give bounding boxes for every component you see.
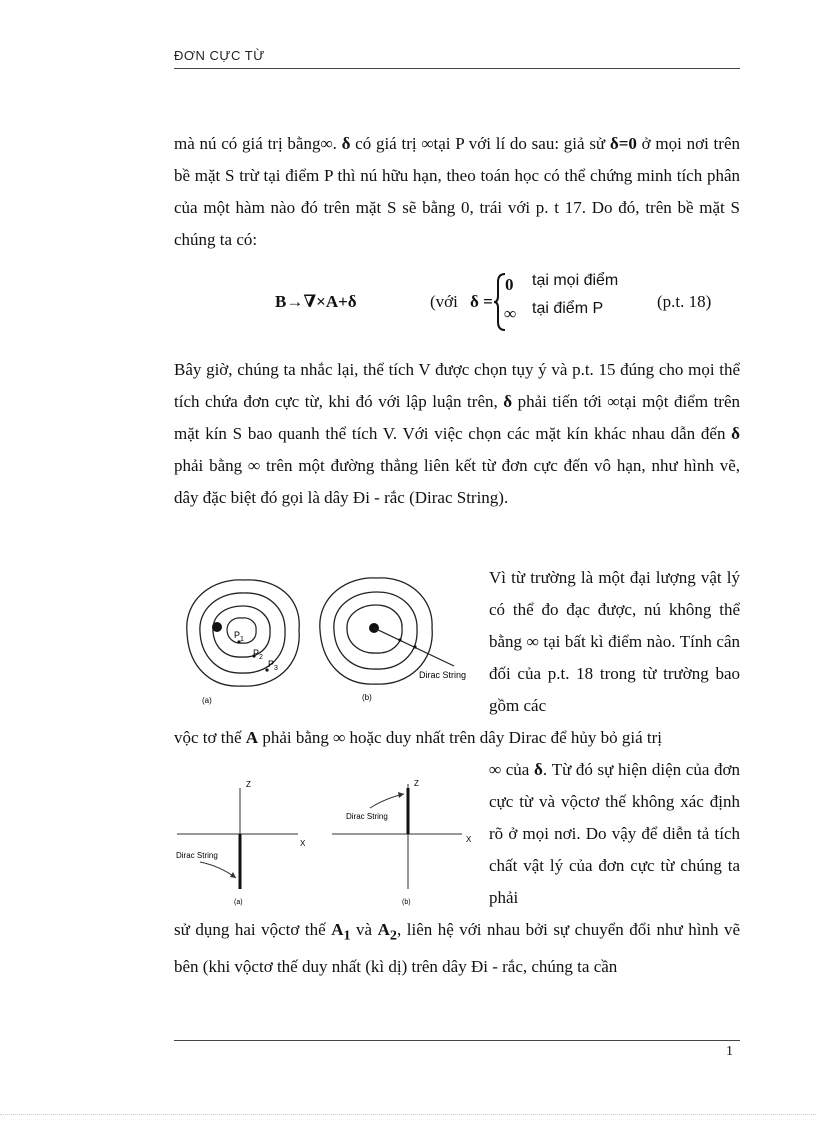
- case1-value: 0: [505, 275, 514, 294]
- axis-z-label: Z: [414, 779, 419, 788]
- text: phải bằng: [258, 728, 334, 747]
- vector-potential-symbol: A: [245, 728, 259, 747]
- side-paragraph-2: [489, 754, 740, 914]
- text: tại bất kì điểm nào. Tính cân đối của p.t. 18 trong từ trường bao gồm các: [489, 632, 741, 715]
- equation-with: (với: [430, 292, 458, 311]
- page-bottom-edge: [0, 1114, 816, 1115]
- text: , liên hệ với nhau bởi sự chuyển đổi như hình vẽ bên (khi vộctơ thế duy nhất (kì dị) trên dây Đi - rắc, chúng ta cần: [174, 920, 741, 977]
- figure-b: [332, 779, 472, 906]
- label-p3: $P_3$: [268, 659, 278, 672]
- text: có giá trị: [350, 134, 422, 153]
- figure-b: [320, 578, 466, 702]
- figure-concentric-surfaces: [172, 570, 490, 710]
- label-dirac-string: Dirac String: [176, 851, 218, 860]
- text: ở mọi nơi trên bề mặt S trừ tại điểm P thì nú hữu hạn, theo toán học có thể chứng minh tích phân của một hàm nào đó trên mặt S sẽ bằng 0, trái với p. t 17. Do đó, trên bề mặt S chúng ta có:: [174, 134, 740, 249]
- text: . Từ đó sự hiện diện của đơn cực từ và vộctơ thế không xác định rõ ở mọi nơi. Do vậy để diễn tả tích chất vật lý của đơn cực từ chúng ta phải: [489, 760, 741, 907]
- caption-b: (b): [402, 899, 411, 906]
- text: .: [332, 134, 342, 153]
- equation-label: (p.t. 18): [657, 292, 712, 311]
- monopole-dot: [212, 622, 222, 632]
- axis-x-label: X: [300, 839, 306, 848]
- delta-symbol: δ: [503, 392, 513, 411]
- infinity-symbol: ∞: [489, 760, 502, 779]
- infinity-symbol: ∞: [333, 728, 346, 747]
- text: vộc tơ thế: [174, 728, 246, 747]
- infinity-symbol: ∞: [320, 134, 333, 153]
- axis-x-label: X: [466, 835, 472, 844]
- subscript: 2: [389, 927, 397, 944]
- text: tại P với lí do sau: giả sử: [433, 134, 610, 153]
- label-dirac-string: Dirac String: [419, 670, 467, 680]
- text: và: [350, 920, 378, 939]
- case2-value: ∞: [504, 304, 517, 323]
- side-paragraph-1: [489, 562, 740, 722]
- infinity-symbol: ∞: [421, 134, 434, 153]
- header-rule: [174, 68, 740, 69]
- page-number: 1: [726, 1044, 733, 1059]
- figure-a: [187, 580, 299, 705]
- label-p2: $P_2$: [253, 648, 263, 661]
- equation-lhs: B→∇×A+δ: [275, 292, 357, 311]
- case1-text: tại mọi điểm: [532, 272, 619, 289]
- text: hoặc duy nhất trên dây Dirac để hủy bỏ giá trị: [345, 728, 663, 747]
- delta-symbol: δ: [533, 760, 543, 779]
- text: của: [501, 760, 534, 779]
- figure-dirac-string-axes: [172, 774, 490, 910]
- paragraph-4: [174, 914, 740, 983]
- paragraph-3: [174, 722, 740, 754]
- delta-symbol: δ: [341, 134, 351, 153]
- axis-z-label: Z: [246, 780, 251, 789]
- figure-a: [176, 780, 306, 906]
- caption-a: (a): [202, 696, 212, 705]
- equation-delta: δ =: [470, 292, 493, 311]
- infinity-symbol: ∞: [607, 392, 620, 411]
- subscript: 1: [343, 927, 351, 944]
- page-header: ĐƠN CỰC TỪ: [174, 48, 265, 63]
- caption-a: (a): [234, 899, 243, 906]
- label-p1: $P_1$: [234, 630, 244, 643]
- delta-symbol: δ: [731, 424, 740, 443]
- vector-potential-a2: A: [377, 920, 390, 939]
- text: Bây giờ, chúng ta nhắc lại, thể tích V được chọn tụy ý và p.t. 15 đúng cho mọi thể tích chứa đơn cực từ, khi đó với lập luận trên,: [174, 360, 740, 411]
- text: phải bằng: [174, 456, 249, 475]
- equation-18: [174, 270, 740, 334]
- text: Vì từ trường là một đại lượng vật lý có thể đo đạc được, nú không thể bằng: [489, 568, 740, 651]
- infinity-symbol: ∞: [526, 632, 539, 651]
- footer-rule: [174, 1040, 740, 1041]
- vector-potential-a1: A: [331, 920, 344, 939]
- case2-text: tại điểm P: [532, 300, 604, 317]
- label-dirac-string: Dirac String: [346, 812, 388, 821]
- text: trên một đường thẳng liên kết từ đơn cực đến vô hạn, như hình vẽ, dây đặc biệt đó gọi là dây Đi - rắc (Dirac String).: [174, 456, 740, 507]
- caption-b: (b): [362, 693, 372, 702]
- text: tại một điểm trên mặt kín S bao quanh thể tích V. Với việc chọn các mặt kín khác nhau dẫn đến: [174, 392, 740, 443]
- text: sử dụng hai vộctơ thế: [174, 920, 332, 939]
- text: phải tiến tới: [512, 392, 608, 411]
- text: mà nú có giá trị bằng: [174, 134, 321, 153]
- paragraph-1: [174, 128, 740, 256]
- infinity-symbol: ∞: [248, 456, 261, 475]
- paragraph-2: [174, 354, 740, 514]
- delta-zero: δ=0: [609, 134, 637, 153]
